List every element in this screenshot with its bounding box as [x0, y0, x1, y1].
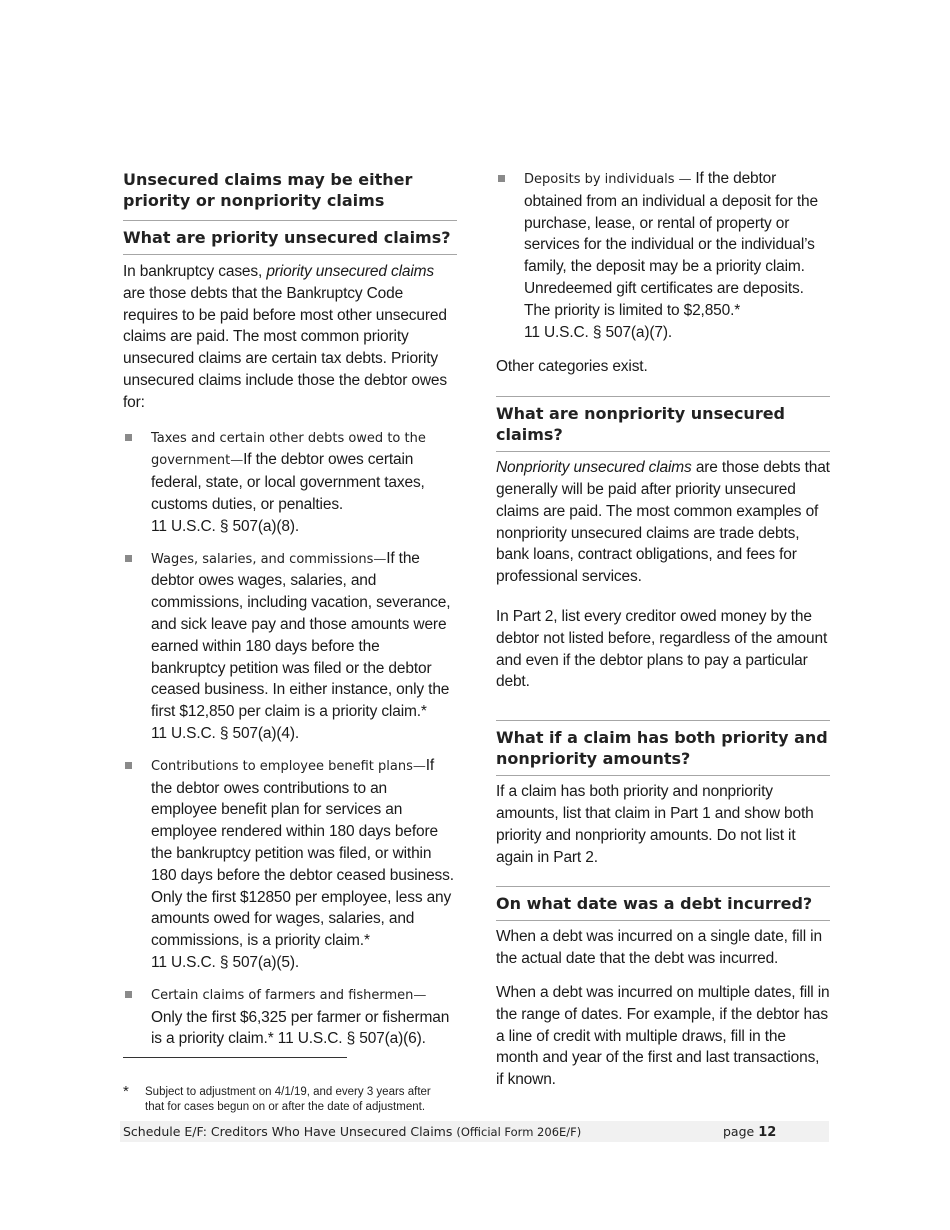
left-column — [123, 168, 457, 1050]
page-footer — [120, 1121, 829, 1142]
footnote-marker: * — [123, 1083, 129, 1100]
item-citation: 11 U.S.C. § 507(a)(7). — [524, 323, 673, 341]
both-amounts-heading: What if a claim has both priority and nonpriority amounts? — [496, 720, 830, 776]
footnote-divider — [123, 1057, 347, 1058]
list-item: Taxes and certain other debts owed to the government—If the debtor owes certain federal, state, or local government taxes, customs duties, or penalties. 11 U.S.C. § 507(a)(8). — [123, 427, 457, 538]
item-citation: 11 U.S.C. § 507(a)(4). — [151, 724, 300, 742]
nonpriority-term: Nonpriority unsecured claims — [496, 459, 692, 477]
item-title: Certain claims of farmers and fishermen — [151, 987, 414, 1003]
deposit-list — [496, 168, 830, 343]
footnote — [123, 1085, 453, 1115]
date-text-multiple: When a debt was incurred on multiple dates, fill in the range of dates. For example, if the debtor has a line of credit with multiple draws, fill in the month and year of the first and last transactions, if known. — [496, 983, 830, 1089]
bullet-square-icon — [125, 991, 132, 998]
part2-text: In Part 2, list every creditor owed money by the debtor not listed before, regardless of the amount and even if the debtor plans to pay a particular debt. — [496, 607, 828, 691]
item-title: Wages, salaries, and commissions — [151, 551, 374, 567]
footer-form-number: (Official Form 206E/F) — [456, 1125, 582, 1139]
item-title: Taxes and certain other debts owed to the government — [151, 430, 426, 469]
bullet-square-icon — [125, 762, 132, 769]
item-title: Deposits by individuals — [524, 172, 675, 187]
item-text: If the debtor owes wages, salaries, and commissions, including vacation, severance, and sick leave pay and those amounts were earned within 180 days before the bankruptcy petition was filed or the debtor ceased business. In either instance, only the first $12,850 per claim is a priority claim.* — [151, 549, 451, 721]
item-text: If the debtor owes contributions to an employee benefit plan for services an employee rendered within 180 days before the bankruptcy petition was filed, or within 180 days before the debtor ceased business. Only the first $12850 per employee, less any amounts owed for wages, salaries, and commissions, is a priority claim.* — [151, 756, 454, 950]
footer-title: Schedule E/F: Creditors Who Have Unsecured Claims (Official Form 206E/F) — [123, 1124, 582, 1139]
date-heading: On what date was a debt incurred? — [496, 886, 830, 921]
item-citation: 11 U.S.C. § 507(a)(8). — [151, 517, 300, 535]
item-text: If the debtor owes certain federal, state, or local government taxes, customs duties, or penalties. — [151, 451, 425, 513]
item-text: Only the first $6,325 per farmer or fisherman is a priority claim.* 11 U.S.C. § 507(a)(6). — [151, 1008, 450, 1048]
bullet-square-icon — [125, 434, 132, 441]
priority-list — [123, 427, 457, 1051]
main-heading: Unsecured claims may be either priority or nonpriority claims — [123, 170, 413, 210]
priority-term: priority unsecured claims — [266, 263, 435, 280]
right-column — [496, 168, 830, 1091]
item-citation: 11 U.S.C. § 507(a)(5). — [151, 953, 300, 971]
footnote-text: Subject to adjustment on 4/1/19, and every 3 years after that for cases begun on or after the date of adjustment. — [145, 1086, 431, 1113]
list-item: Deposits by individuals — If the debtor obtained from an individual a deposit for the purchase, lease, or rental of property or services for the individual or the individual’s family, the deposit may be a priority claim. Unredeemed gift certificates are deposits. The priority is limited to $2,850.* 11 U.S.C. § 507(a)(7). — [496, 168, 830, 343]
priority-intro: In bankruptcy cases, priority unsecured claims are those debts that the Bankruptcy Code requires to be paid before most other unsecured claims are paid. The most common priority unsecured claims are certain tax debts. Priority unsecured claims include those the debtor owes for: — [123, 263, 447, 411]
priority-heading: What are priority unsecured claims? — [123, 220, 457, 255]
date-text-single: When a debt was incurred on a single date, fill in the actual date that the debt was incurred. — [496, 928, 822, 968]
item-title: Contributions to employee benefit plans — [151, 758, 413, 774]
page-number: page 12 — [723, 1124, 777, 1140]
bullet-square-icon — [125, 555, 132, 562]
nonpriority-heading: What are nonpriority unsecured claims? — [496, 396, 830, 452]
bullet-square-icon — [498, 175, 505, 182]
list-item: Certain claims of farmers and fishermen—Only the first $6,325 per farmer or fisherman is a priority claim.* 11 U.S.C. § 507(a)(6). — [123, 984, 457, 1050]
item-text: If the debtor obtained from an individual a deposit for the purchase, lease, or rental of property or services for the individual or the individual’s family, the deposit may be a priority claim. Unredeemed gift certificates are deposits. The priority is limited to $2,850.* — [524, 170, 818, 319]
list-item: Wages, salaries, and commissions—If the debtor owes wages, salaries, and commissions, including vacation, severance, and sick leave pay and those amounts were earned within 180 days before the bankruptcy petition was filed or the debtor ceased business. In either instance, only the first $12,850 per claim is a priority claim.* 11 U.S.C. § 507(a)(4). — [123, 548, 457, 745]
nonpriority-text: Nonpriority unsecured claims are those debts that generally will be paid after priority unsecured claims are paid. The most common examples of nonpriority unsecured claims are trade debts, bank loans, contract obligations, and fees for professional services. — [496, 459, 830, 586]
list-item: Contributions to employee benefit plans—If the debtor owes contributions to an employee benefit plan for services an employee rendered within 180 days before the bankruptcy petition was filed, or within 180 days before the debtor ceased business. Only the first $12850 per employee, less any amounts owed for wages, salaries, and commissions, is a priority claim.* 11 U.S.C. § 507(a)(5). — [123, 755, 457, 974]
both-amounts-text: If a claim has both priority and nonpriority amounts, list that claim in Part 1 and show both priority and nonpriority amounts. Do not list it again in Part 2. — [496, 783, 814, 866]
other-categories: Other categories exist. — [496, 358, 648, 376]
